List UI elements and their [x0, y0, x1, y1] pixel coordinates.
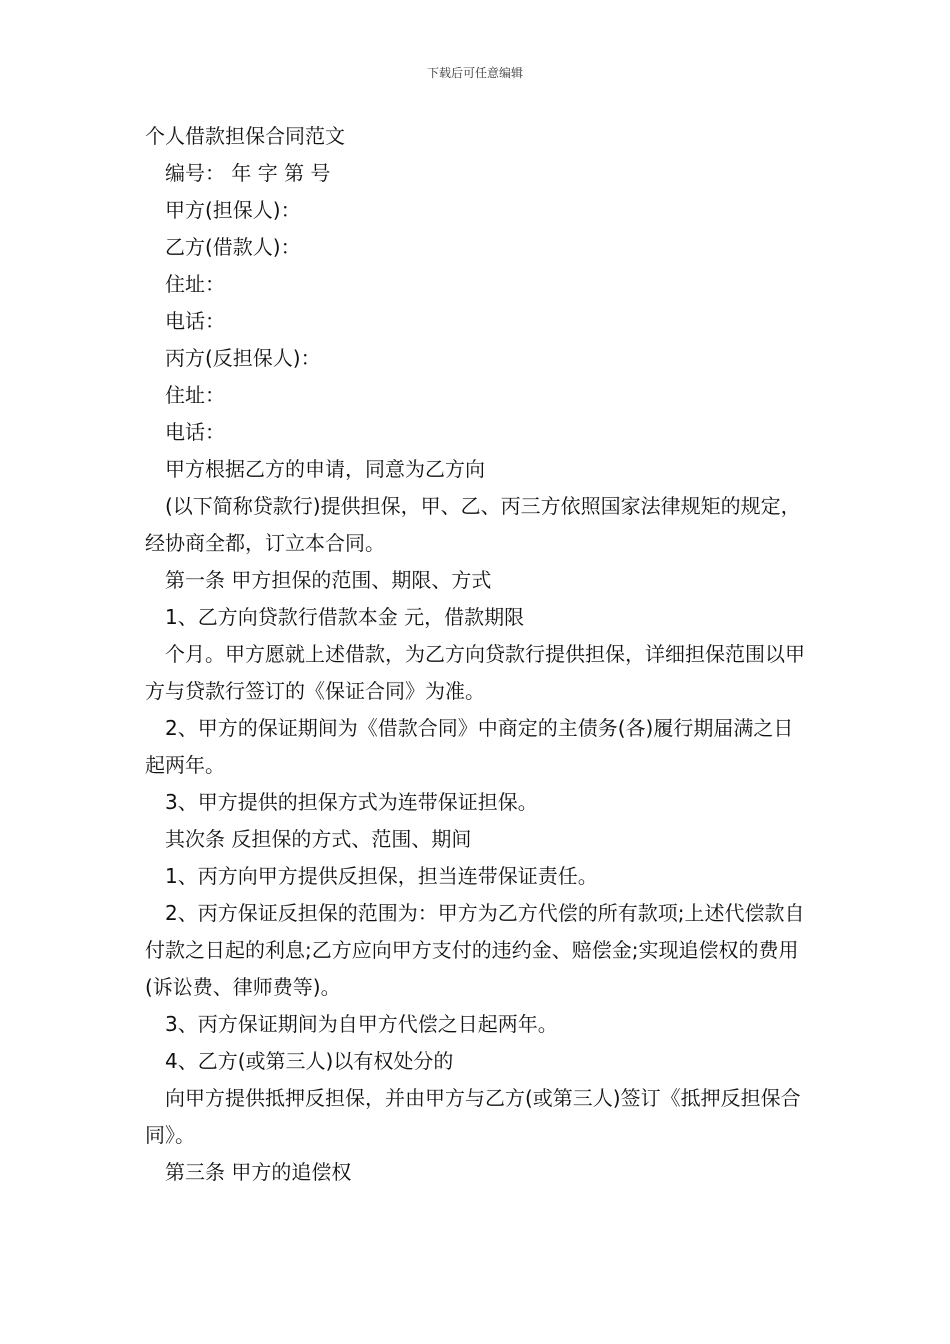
intro-line: 甲方根据乙方的申请，同意为乙方向	[165, 457, 485, 481]
address-line: 住址：	[165, 272, 225, 296]
article-2-item-1: 1、丙方向甲方提供反担保，担当连带保证责任。	[165, 864, 598, 888]
article-2-item-4: 4、乙方(或第三人)以有权处分的	[165, 1049, 454, 1073]
party-a-line: 甲方(担保人)：	[165, 198, 301, 222]
article-2-item-4-cont: 向甲方提供抵押反担保，并由甲方与乙方(或第三人)签订《抵押反担保合同》。	[145, 1086, 801, 1147]
article-2-title: 其次条 反担保的方式、范围、期间	[165, 827, 472, 851]
document-title: 个人借款担保合同范文	[145, 124, 345, 148]
party-c-line: 丙方(反担保人)：	[165, 346, 321, 370]
address-line: 住址：	[165, 383, 225, 407]
article-1-item-3: 3、甲方提供的担保方式为连带保证担保。	[165, 790, 538, 814]
document-body	[145, 118, 810, 1191]
page-header: 下载后可任意编辑	[426, 66, 523, 80]
article-1-title: 第一条 甲方担保的范围、期限、方式	[165, 568, 492, 592]
article-1-item-1: 1、乙方向贷款行借款本金 元，借款期限	[165, 605, 525, 629]
contract-number-line: 编号： 年 字 第 号	[165, 161, 331, 185]
phone-line: 电话：	[165, 420, 225, 444]
intro-paragraph: (以下简称贷款行)提供担保，甲、乙、丙三方依照国家法律规矩的规定，经协商全都，订立本合同。	[145, 494, 801, 555]
party-b-line: 乙方(借款人)：	[165, 235, 301, 259]
article-1-item-1-cont: 个月。甲方愿就上述借款，为乙方向贷款行提供担保，详细担保范围以甲方与贷款行签订的《保证合同》为准。	[145, 642, 805, 703]
phone-line: 电话：	[165, 309, 225, 333]
article-3-title: 第三条 甲方的追偿权	[165, 1160, 352, 1184]
article-2-item-2: 2、丙方保证反担保的范围为：甲方为乙方代偿的所有款项;上述代偿款自付款之日起的利息;乙方应向甲方支付的违约金、赔偿金;实现追偿权的费用(诉讼费、律师费等)。	[145, 901, 805, 999]
article-1-item-2: 2、甲方的保证期间为《借款合同》中商定的主债务(各)履行期届满之日起两年。	[145, 716, 794, 777]
article-2-item-3: 3、丙方保证期间为自甲方代偿之日起两年。	[165, 1012, 558, 1036]
